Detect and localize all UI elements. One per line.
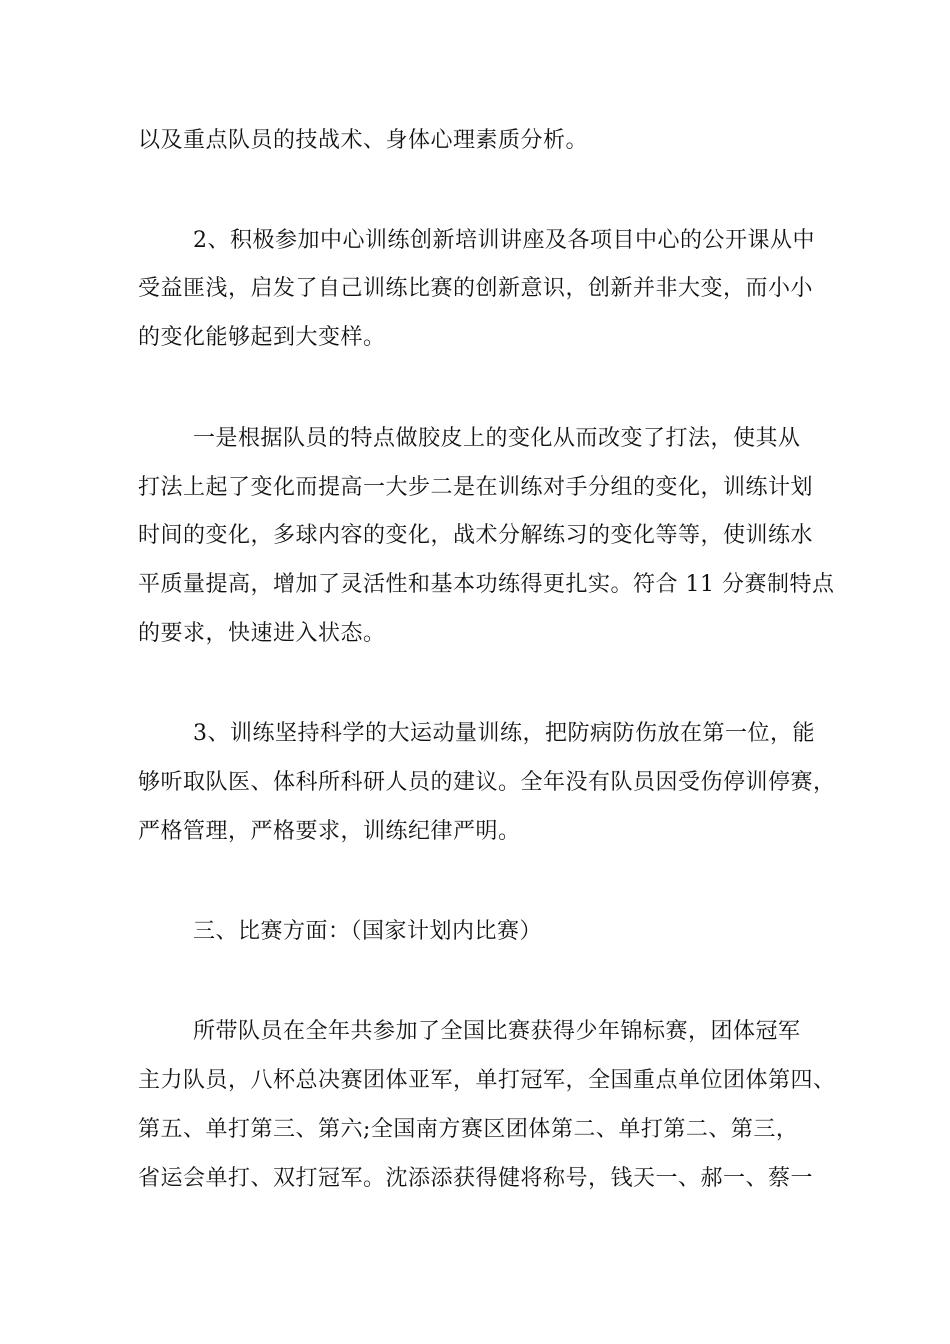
paragraph-2-line-1: 2、积极参加中心训练创新培训讲座及各项目中心的公开课从中 bbox=[193, 228, 815, 253]
paragraph-3-line-2: 打法上起了变化而提高一大步二是在训练对手分组的变化，训练计划 bbox=[138, 475, 814, 500]
paragraph-1-line-1: 以及重点队员的技战术、身体心理素质分析。 bbox=[138, 128, 589, 153]
paragraph-3-line-1: 一是根据队员的特点做胶皮上的变化从而改变了打法，使其从 bbox=[193, 426, 801, 451]
section-heading: 三、比赛方面：（国家计划内比赛） bbox=[193, 919, 543, 944]
paragraph-3-line-4: 平质量提高，增加了灵活性和基本功练得更扎实。符合 11 分赛制特点 bbox=[138, 572, 835, 597]
paragraph-3-line-5: 的要求，快速进入状态。 bbox=[138, 621, 386, 646]
paragraph-6-line-4: 省运会单打、双打冠军。沈添添获得健将称号，钱天一、郝一、蔡一 bbox=[138, 1166, 814, 1191]
paragraph-4-line-1: 3、训练坚持科学的大运动量训练，把防病防伤放在第一位，能 bbox=[193, 721, 815, 746]
paragraph-2-line-2: 受益匪浅，启发了自己训练比赛的创新意识，创新并非大变，而小小 bbox=[138, 276, 814, 301]
paragraph-6-line-2: 主力队员，八杯总决赛团体亚军，单打冠军，全国重点单位团体第四、 bbox=[138, 1068, 836, 1093]
paragraph-6-line-3: 第五、单打第三、第六;全国南方赛区团体第二、单打第二、第三， bbox=[138, 1117, 799, 1142]
paragraph-4-line-3: 严格管理，严格要求，训练纪律严明。 bbox=[138, 819, 521, 844]
paragraph-4-line-2: 够听取队医、体科所科研人员的建议。全年没有队员因受伤停训停赛， bbox=[138, 770, 836, 795]
paragraph-2-line-3: 的变化能够起到大变样。 bbox=[138, 325, 386, 350]
paragraph-3-line-3: 时间的变化，多球内容的变化，战术分解练习的变化等等，使训练水 bbox=[138, 523, 814, 548]
paragraph-6-line-1: 所带队员在全年共参加了全国比赛获得少年锦标赛，团体冠军 bbox=[193, 1019, 801, 1044]
